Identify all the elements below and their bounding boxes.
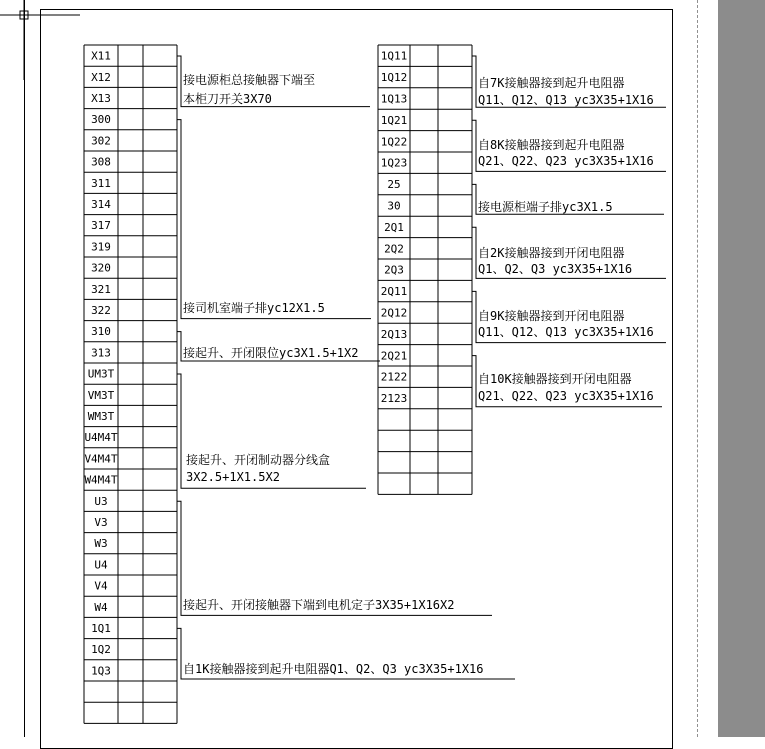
- connection-note-text: Q1、Q2、Q3 yc3X35+1X16: [478, 262, 633, 276]
- terminal-label: U3: [94, 494, 108, 508]
- terminal-label: X11: [91, 49, 111, 63]
- connection-note-text: 接电源柜端子排yc3X1.5: [478, 200, 613, 214]
- terminal-label: WM3T: [87, 410, 115, 423]
- terminal-label: 320: [91, 261, 111, 275]
- connection-note-text: 接起升、开闭限位yc3X1.5+1X2: [183, 346, 359, 360]
- terminal-label: W3: [94, 537, 108, 551]
- terminal-label: 319: [91, 240, 111, 254]
- connection-note-text: Q11、Q12、Q13 yc3X35+1X16: [478, 325, 654, 339]
- terminal-label: 30: [387, 199, 401, 213]
- terminal-label: V3: [94, 516, 108, 529]
- terminal-label: 1Q13: [380, 92, 408, 106]
- terminal-label: 1Q11: [380, 49, 408, 63]
- terminal-label: V4: [94, 579, 108, 593]
- terminal-label: 2Q11: [380, 285, 408, 299]
- terminal-label: 322: [91, 304, 111, 317]
- terminal-label: U4: [94, 558, 108, 572]
- terminal-label: 2123: [380, 392, 408, 406]
- terminal-label: 302: [91, 134, 111, 148]
- terminal-label: V4M4T: [84, 452, 118, 466]
- connection-note-text: 自9K接触器接到开闭电阻器: [478, 309, 625, 323]
- terminal-label: X12: [91, 70, 111, 84]
- terminal-label: 314: [91, 198, 111, 211]
- connection-note-text: 自8K接触器接到起升电阻器: [478, 138, 625, 152]
- terminal-label: VM3T: [87, 388, 115, 402]
- terminal-label: 310: [91, 325, 111, 339]
- terminal-label: W4: [94, 600, 108, 614]
- connection-note-text: 自7K接触器接到起升电阻器: [478, 76, 625, 90]
- terminal-label: 25: [387, 178, 401, 192]
- terminal-label: 321: [91, 282, 111, 296]
- terminal-label: 1Q1: [91, 622, 111, 635]
- connection-note-text: 3X2.5+1X1.5X2: [186, 470, 280, 484]
- terminal-label: 1Q21: [380, 113, 408, 127]
- connection-note-text: 自10K接触器接到开闭电阻器: [478, 372, 632, 386]
- terminal-label: U4M4T: [84, 431, 118, 445]
- connection-note-text: 本柜刀开关3X70: [183, 92, 272, 106]
- right-terminal-table: [378, 45, 472, 494]
- terminal-label: 2Q3: [384, 263, 404, 277]
- connection-note-text: 自1K接触器接到起升电阻器Q1、Q2、Q3 yc3X35+1X16: [183, 662, 484, 676]
- terminal-label: 313: [91, 346, 111, 360]
- connection-note-text: 自2K接触器接到开闭电阻器: [478, 246, 625, 260]
- left-terminal-table: [84, 45, 177, 723]
- terminal-label: 1Q23: [380, 156, 408, 170]
- terminal-label: 317: [91, 219, 111, 233]
- connection-note-text: 接电源柜总接触器下端至: [183, 73, 316, 87]
- terminal-label: 300: [91, 113, 111, 127]
- connection-note-text: 接起升、开闭制动器分线盒: [186, 453, 331, 467]
- terminal-label: 2122: [380, 370, 408, 384]
- terminal-label: 2Q21: [380, 349, 408, 363]
- left-connection-bracket: [177, 120, 371, 319]
- terminal-label: 1Q2: [91, 643, 111, 657]
- terminal-label: 2Q1: [384, 220, 404, 234]
- terminal-label: UM3T: [87, 367, 115, 381]
- terminal-label: 311: [91, 176, 111, 190]
- terminal-label: 1Q12: [380, 71, 408, 85]
- terminal-label: W4M4T: [84, 473, 118, 487]
- terminal-label: 1Q3: [91, 664, 111, 678]
- terminal-label: 2Q13: [380, 327, 408, 341]
- connection-note-text: 接起升、开闭接触器下端到电机定子3X35+1X16X2: [183, 598, 455, 612]
- connection-note-text: Q21、Q22、Q23 yc3X35+1X16: [478, 154, 654, 168]
- terminal-label: 308: [91, 155, 111, 169]
- connection-note-text: Q21、Q22、Q23 yc3X35+1X16: [478, 389, 654, 403]
- terminal-label: 1Q22: [380, 135, 408, 149]
- connection-note-text: Q11、Q12、Q13 yc3X35+1X16: [478, 93, 654, 107]
- terminal-label: X13: [91, 92, 111, 105]
- terminal-label: 2Q2: [384, 242, 404, 256]
- connection-note-text: 接司机室端子排yc12X1.5: [183, 301, 325, 315]
- terminal-label: 2Q12: [380, 306, 408, 320]
